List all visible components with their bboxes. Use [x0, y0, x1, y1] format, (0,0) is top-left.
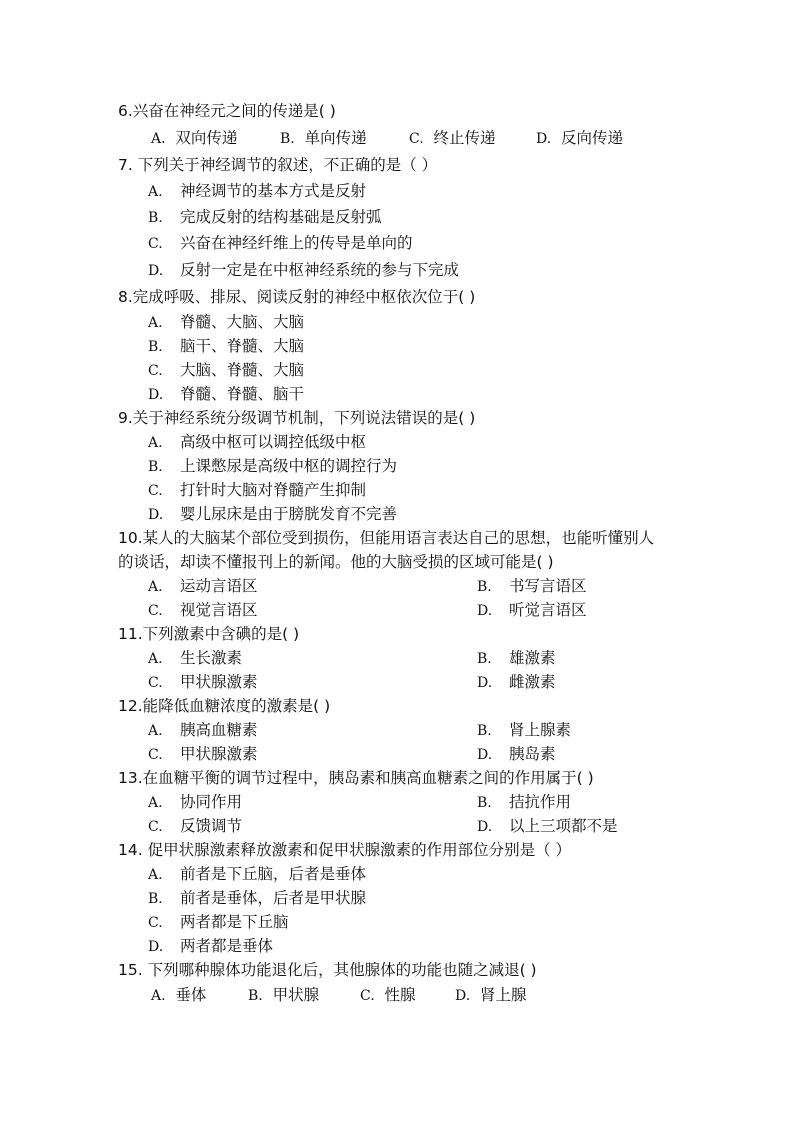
q12-option-a: A. 胰高血糖素 [148, 721, 258, 739]
q9-option-c: C. 打针时大脑对脊髓产生抑制 [148, 481, 367, 499]
q13-option-b: B. 拮抗作用 [477, 793, 572, 811]
q10-option-d: D. 听觉言语区 [477, 601, 587, 619]
q13-option-a: A. 协同作用 [148, 793, 243, 811]
q8-option-b: B. 脑干、脊髓、大脑 [148, 337, 305, 355]
question-6-stem: 6.兴奋在神经元之间的传递是( ) [118, 102, 336, 120]
q15-option-b: B. 甲状腺 [248, 986, 320, 1004]
q12-option-b: B. 肾上腺素 [477, 721, 572, 739]
q11-option-b: B. 雄激素 [477, 649, 556, 667]
question-10-stem-line2: 的谈话，却读不懂报刊上的新闻。他的大脑受损的区域可能是( ) [118, 553, 554, 571]
q6-option-c: C. 终止传递 [409, 129, 496, 147]
question-9-stem: 9.关于神经系统分级调节机制，下列说法错误的是( ) [118, 409, 476, 427]
q7-option-a: A. 神经调节的基本方式是反射 [148, 182, 367, 200]
q14-option-a: A. 前者是下丘脑，后者是垂体 [148, 865, 367, 883]
q14-option-d: D. 两者都是垂体 [148, 937, 274, 955]
q13-option-d: D. 以上三项都不是 [477, 817, 618, 835]
q8-option-a: A. 脊髓、大脑、大脑 [148, 313, 305, 331]
q6-option-d: D. 反向传递 [536, 129, 624, 147]
q14-option-c: C. 两者都是下丘脑 [148, 913, 289, 931]
question-7-stem: 7. 下列关于神经调节的叙述，不正确的是（ ） [118, 156, 438, 174]
q15-option-c: C. 性腺 [360, 986, 416, 1004]
question-8-stem: 8.完成呼吸、排尿、阅读反射的神经中枢依次位于( ) [118, 288, 476, 306]
q12-option-d: D. 胰岛素 [477, 745, 556, 763]
question-12-stem: 12.能降低血糖浓度的激素是( ) [118, 697, 331, 715]
q15-option-a: A. 垂体 [151, 986, 207, 1004]
question-11-stem: 11.下列激素中含碘的是( ) [118, 625, 300, 643]
question-14-stem: 14. 促甲状腺激素释放激素和促甲状腺激素的作用部位分别是（ ） [118, 841, 572, 859]
q7-option-c: C. 兴奋在神经纤维上的传导是单向的 [148, 234, 413, 252]
question-10-stem-line1: 10.某人的大脑某个部位受到损伤，但能用语言表达自己的思想，也能听懂别人 [118, 529, 655, 547]
q9-option-b: B. 上课憋尿是高级中枢的调控行为 [148, 457, 398, 475]
q10-option-b: B. 书写言语区 [477, 577, 587, 595]
question-15-stem: 15. 下列哪种腺体功能退化后，其他腺体的功能也随之减退( ) [118, 961, 537, 979]
q11-option-d: D. 雌激素 [477, 673, 556, 691]
question-13-stem: 13.在血糖平衡的调节过程中，胰岛素和胰高血糖素之间的作用属于( ) [118, 769, 594, 787]
q11-option-a: A. 生长激素 [148, 649, 243, 667]
q7-option-b: B. 完成反射的结构基础是反射弧 [148, 208, 382, 226]
q7-option-d: D. 反射一定是在中枢神经系统的参与下完成 [148, 261, 460, 279]
q11-option-c: C. 甲状腺激素 [148, 673, 258, 691]
q10-option-a: A. 运动言语区 [148, 577, 258, 595]
q12-option-c: C. 甲状腺激素 [148, 745, 258, 763]
q8-option-c: C. 大脑、脊髓、大脑 [148, 361, 305, 379]
q9-option-a: A. 高级中枢可以调控低级中枢 [148, 433, 367, 451]
q9-option-d: D. 婴儿尿床是由于膀胱发育不完善 [148, 505, 398, 523]
q10-option-c: C. 视觉言语区 [148, 601, 258, 619]
q14-option-b: B. 前者是垂体，后者是甲状腺 [148, 889, 367, 907]
q13-option-c: C. 反馈调节 [148, 817, 243, 835]
q6-option-a: A. 双向传递 [151, 129, 238, 147]
q8-option-d: D. 脊髓、脊髓、脑干 [148, 385, 305, 403]
q6-option-b: B. 单向传递 [280, 129, 367, 147]
q15-option-d: D. 肾上腺 [455, 986, 527, 1004]
